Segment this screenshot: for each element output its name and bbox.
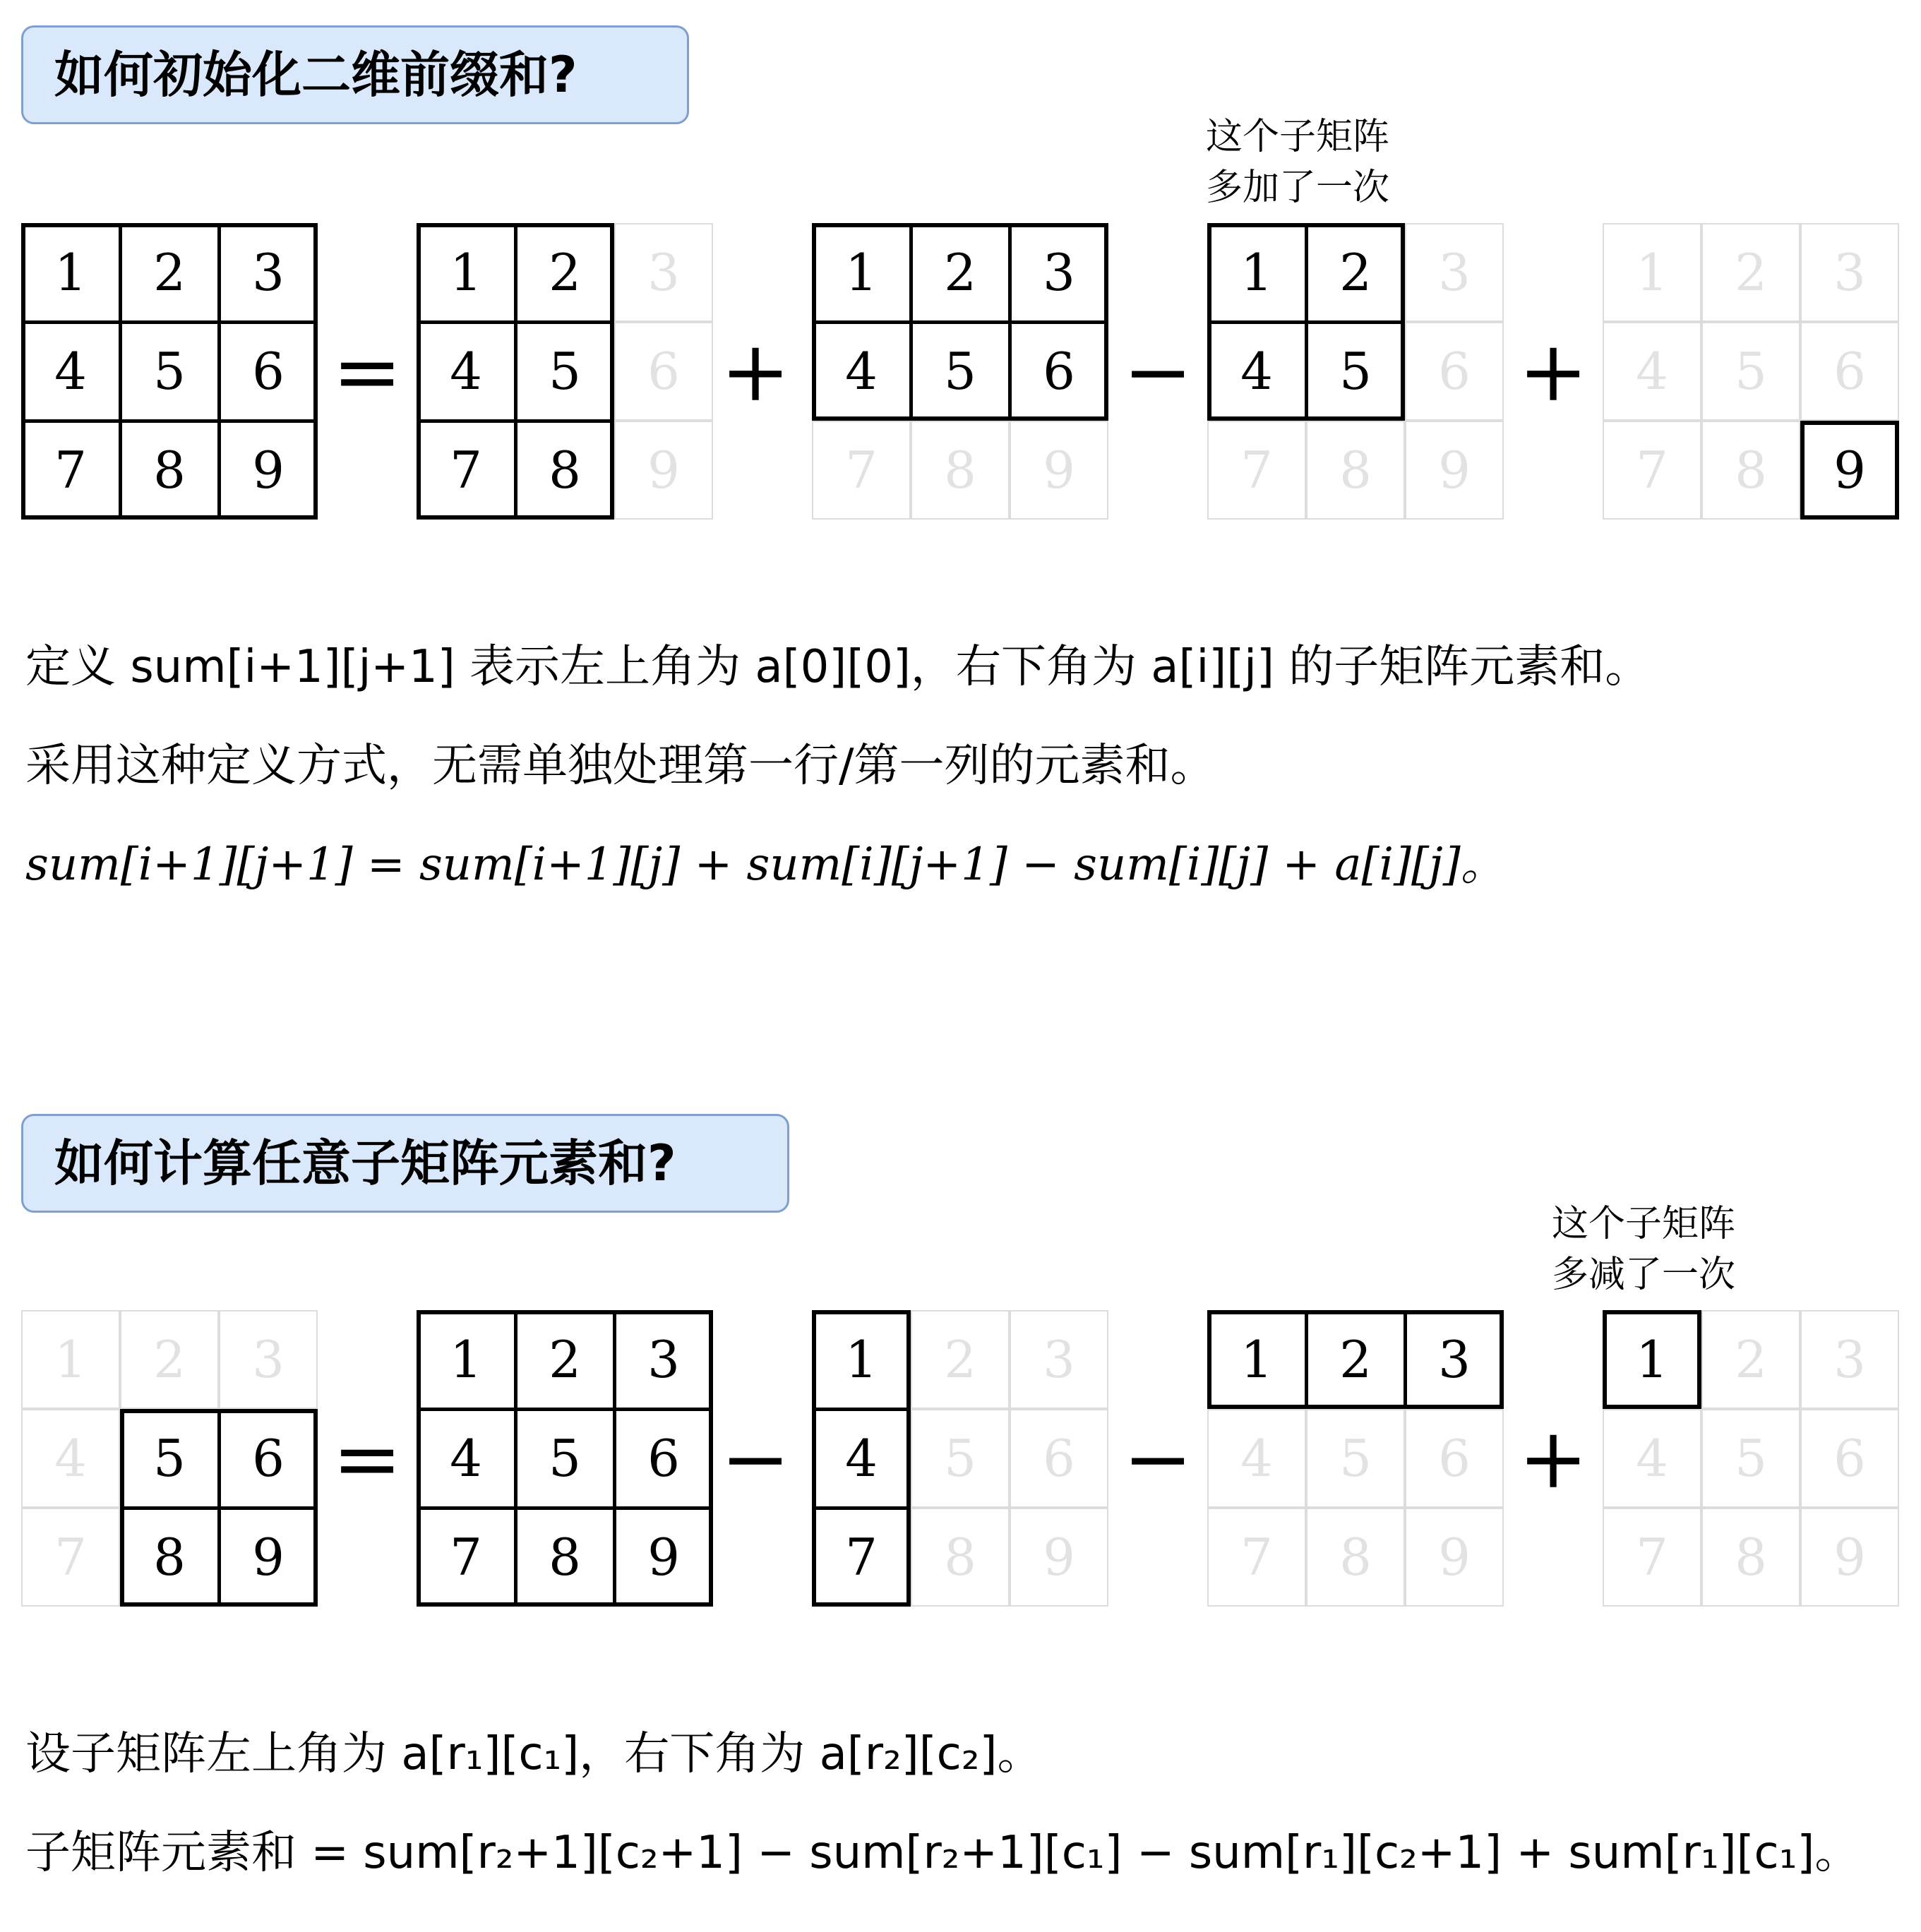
matrix-cell: 4 xyxy=(1207,322,1306,421)
matrix-cell: 3 xyxy=(1800,1310,1899,1409)
section1-grid-5 xyxy=(1603,223,1899,520)
matrix-cell: 9 xyxy=(219,1508,318,1607)
matrix-cell: 6 xyxy=(1405,322,1504,421)
matrix-cell: 6 xyxy=(219,322,318,421)
matrix-cell: 4 xyxy=(417,322,515,421)
matrix-cell: 2 xyxy=(515,223,614,322)
matrix-cell: 6 xyxy=(614,1409,713,1508)
section2-grid-2 xyxy=(417,1310,713,1607)
matrix-cell: 9 xyxy=(1800,421,1899,520)
matrix-cell: 9 xyxy=(614,1508,713,1607)
matrix-cell: 8 xyxy=(1306,1508,1405,1607)
matrix-cell: 5 xyxy=(1306,1409,1405,1508)
matrix-cell: 3 xyxy=(614,223,713,322)
matrix-cell: 2 xyxy=(515,1310,614,1409)
section2-definition: 设子矩阵左上角为 a[r₁][c₁]，右下角为 a[r₂][c₂]。 xyxy=(25,1728,1043,1780)
matrix-cell: 7 xyxy=(417,1508,515,1607)
matrix-cell: 8 xyxy=(1701,421,1800,520)
matrix-cell: 3 xyxy=(219,1310,318,1409)
section1-formula: sum[i+1][j+1] = sum[i+1][j] + sum[i][j+1] − sum[i][j] + a[i][j]。 xyxy=(25,839,1506,891)
matrix-cell: 2 xyxy=(1701,1310,1800,1409)
matrix-cell: 6 xyxy=(1800,1409,1899,1508)
section2-title: 如何计算任意子矩阵元素和? xyxy=(21,1114,789,1213)
section1-operator-1: = xyxy=(332,323,402,420)
matrix-cell: 3 xyxy=(614,1310,713,1409)
matrix-cell: 4 xyxy=(812,322,911,421)
matrix-cell: 5 xyxy=(515,1409,614,1508)
section1-definition: 定义 sum[i+1][j+1] 表示左上角为 a[0][0]，右下角为 a[i][j] 的子矩阵元素和。 xyxy=(25,641,1651,693)
matrix-cell: 6 xyxy=(1800,322,1899,421)
matrix-cell: 2 xyxy=(1306,223,1405,322)
matrix-cell: 1 xyxy=(1603,1310,1701,1409)
matrix-cell: 9 xyxy=(1010,421,1108,520)
matrix-cell: 3 xyxy=(1405,1310,1504,1409)
section1-operator-4: + xyxy=(1518,323,1588,420)
matrix-cell: 8 xyxy=(911,421,1010,520)
matrix-cell: 1 xyxy=(417,223,515,322)
section1-grid-3 xyxy=(812,223,1108,520)
section2-note-line1: 这个子矩阵 xyxy=(1552,1203,1736,1245)
matrix-cell: 7 xyxy=(21,421,120,520)
section1-grid-2 xyxy=(417,223,713,520)
matrix-cell: 4 xyxy=(21,322,120,421)
matrix-cell: 3 xyxy=(219,223,318,322)
matrix-cell: 9 xyxy=(1405,1508,1504,1607)
matrix-cell: 4 xyxy=(812,1409,911,1508)
matrix-cell: 9 xyxy=(614,421,713,520)
matrix-cell: 2 xyxy=(1701,223,1800,322)
matrix-cell: 7 xyxy=(1207,1508,1306,1607)
matrix-cell: 8 xyxy=(120,1508,219,1607)
matrix-cell: 1 xyxy=(1207,223,1306,322)
section1-note-line1: 这个子矩阵 xyxy=(1206,116,1390,158)
matrix-cell: 1 xyxy=(21,223,120,322)
matrix-cell: 9 xyxy=(219,421,318,520)
matrix-cell: 7 xyxy=(1603,1508,1701,1607)
matrix-cell: 1 xyxy=(1603,223,1701,322)
matrix-cell: 5 xyxy=(120,322,219,421)
matrix-cell: 7 xyxy=(812,1508,911,1607)
section2-operator-2: − xyxy=(720,1410,791,1507)
matrix-cell: 7 xyxy=(1603,421,1701,520)
matrix-cell: 2 xyxy=(911,1310,1010,1409)
matrix-cell: 2 xyxy=(120,1310,219,1409)
matrix-cell: 9 xyxy=(1800,1508,1899,1607)
matrix-cell: 1 xyxy=(812,223,911,322)
matrix-cell: 4 xyxy=(1603,1409,1701,1508)
matrix-cell: 2 xyxy=(120,223,219,322)
matrix-cell: 6 xyxy=(219,1409,318,1508)
section1-operator-3: − xyxy=(1123,323,1193,420)
section1-operator-2: + xyxy=(720,323,791,420)
section1-note-line2: 多加了一次 xyxy=(1206,167,1390,209)
matrix-cell: 5 xyxy=(1306,322,1405,421)
matrix-cell: 1 xyxy=(1207,1310,1306,1409)
matrix-cell: 4 xyxy=(417,1409,515,1508)
section2-grid-4 xyxy=(1207,1310,1504,1607)
matrix-cell: 5 xyxy=(1701,322,1800,421)
section2-operator-3: − xyxy=(1123,1410,1193,1507)
matrix-cell: 5 xyxy=(1701,1409,1800,1508)
matrix-cell: 2 xyxy=(1306,1310,1405,1409)
matrix-cell: 5 xyxy=(911,322,1010,421)
matrix-cell: 3 xyxy=(1010,223,1108,322)
matrix-cell: 8 xyxy=(1306,421,1405,520)
matrix-cell: 1 xyxy=(21,1310,120,1409)
section2-grid-3 xyxy=(812,1310,1108,1607)
section1-note xyxy=(1206,112,1389,213)
matrix-cell: 2 xyxy=(911,223,1010,322)
matrix-cell: 1 xyxy=(812,1310,911,1409)
section1-title: 如何初始化二维前缀和? xyxy=(21,25,689,124)
matrix-cell: 5 xyxy=(911,1409,1010,1508)
matrix-cell: 4 xyxy=(1207,1409,1306,1508)
matrix-cell: 1 xyxy=(417,1310,515,1409)
matrix-cell: 5 xyxy=(515,322,614,421)
matrix-cell: 8 xyxy=(515,421,614,520)
section2-formula: 子矩阵元素和 = sum[r₂+1][c₂+1] − sum[r₂+1][c₁] − sum[r₁][c₂+1] + sum[r₁][c₁]。 xyxy=(25,1827,1860,1879)
section2-operator-4: + xyxy=(1518,1410,1588,1507)
matrix-cell: 4 xyxy=(1603,322,1701,421)
matrix-cell: 6 xyxy=(1405,1409,1504,1508)
matrix-cell: 7 xyxy=(21,1508,120,1607)
section1-grid-1 xyxy=(21,223,318,520)
matrix-cell: 9 xyxy=(1405,421,1504,520)
section2-note-line2: 多减了一次 xyxy=(1552,1254,1736,1296)
matrix-cell: 3 xyxy=(1010,1310,1108,1409)
matrix-cell: 4 xyxy=(21,1409,120,1508)
matrix-cell: 9 xyxy=(1010,1508,1108,1607)
matrix-cell: 6 xyxy=(1010,322,1108,421)
section2-note xyxy=(1552,1199,1735,1300)
matrix-cell: 3 xyxy=(1800,223,1899,322)
matrix-cell: 8 xyxy=(1701,1508,1800,1607)
section2-grid-1 xyxy=(21,1310,318,1607)
section2-grid-5 xyxy=(1603,1310,1899,1607)
matrix-cell: 6 xyxy=(1010,1409,1108,1508)
matrix-cell: 6 xyxy=(614,322,713,421)
matrix-cell: 3 xyxy=(1405,223,1504,322)
matrix-cell: 7 xyxy=(1207,421,1306,520)
section1-grid-4 xyxy=(1207,223,1504,520)
matrix-cell: 7 xyxy=(812,421,911,520)
matrix-cell: 7 xyxy=(417,421,515,520)
section1-explanation: 采用这种定义方式，无需单独处理第一行/第一列的元素和。 xyxy=(25,740,1216,792)
matrix-cell: 5 xyxy=(120,1409,219,1508)
matrix-cell: 8 xyxy=(911,1508,1010,1607)
matrix-cell: 8 xyxy=(515,1508,614,1607)
matrix-cell: 8 xyxy=(120,421,219,520)
section2-operator-1: = xyxy=(332,1410,402,1507)
